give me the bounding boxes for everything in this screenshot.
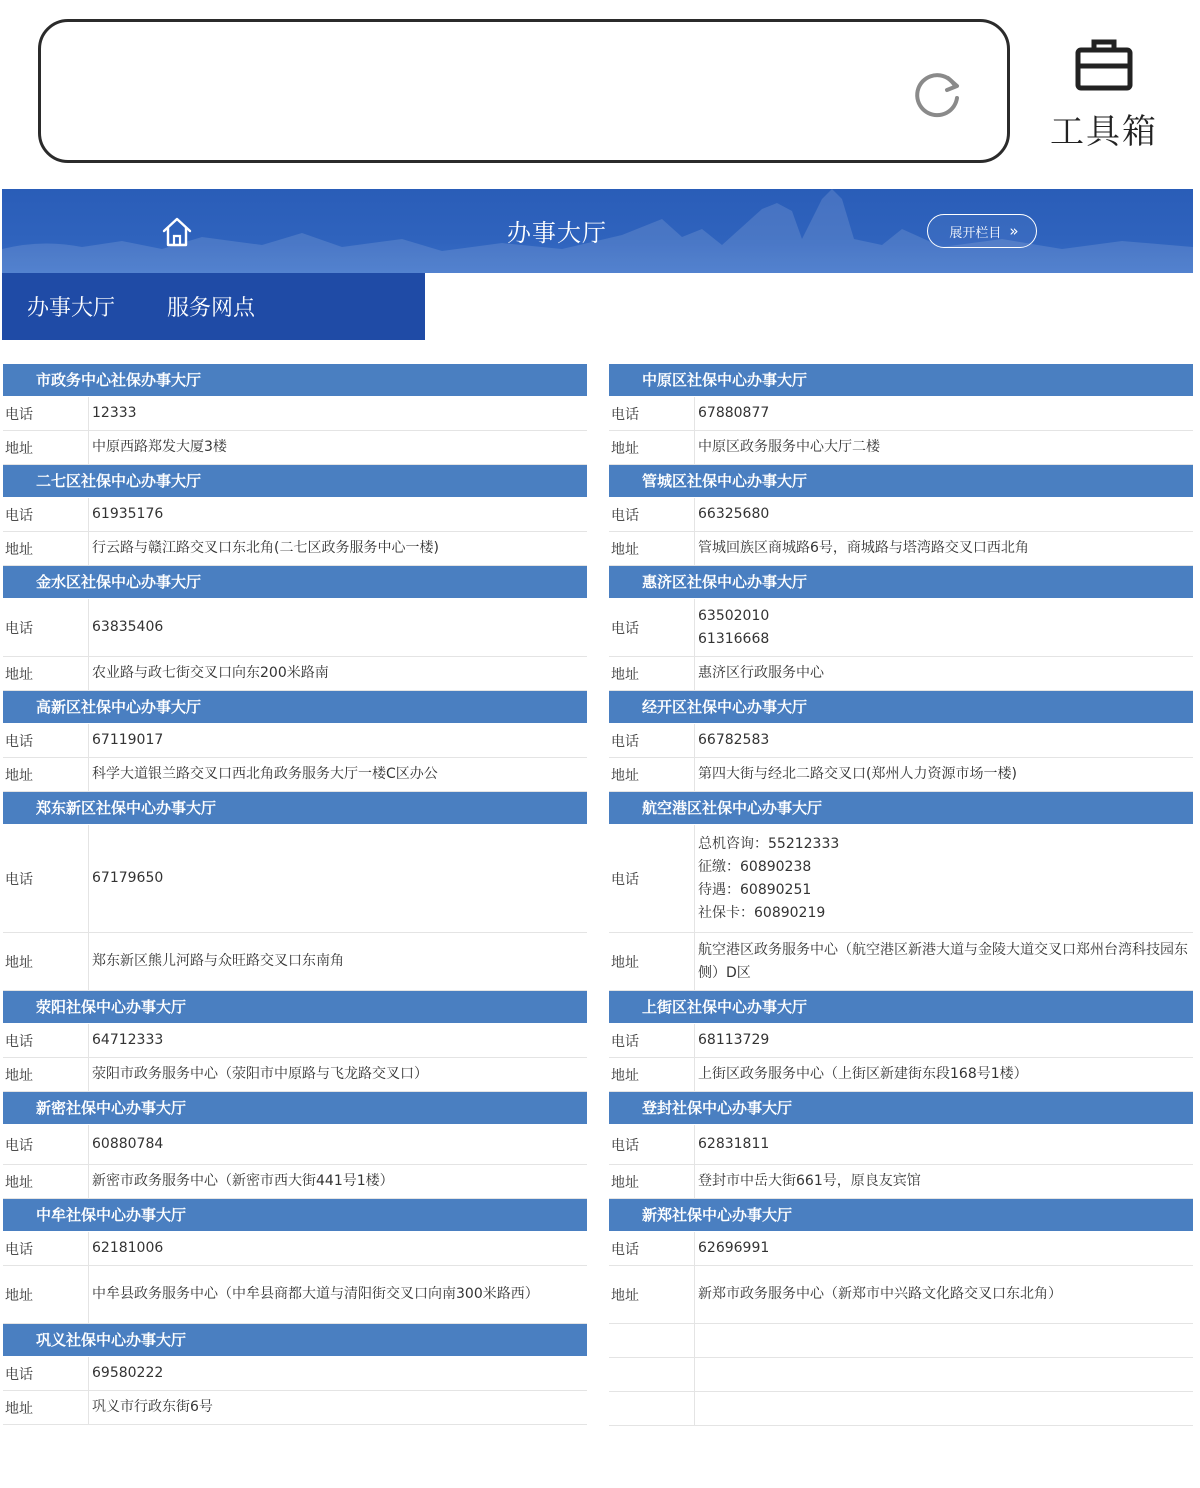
phone-label: 电话 (609, 599, 695, 656)
phone-label: 电话 (3, 397, 89, 430)
phone-value: 61935176 (92, 506, 164, 522)
hall-name: 惠济区社保中心办事大厅 (609, 566, 1193, 599)
address-row (3, 758, 587, 792)
address-value: 上街区政务服务中心（上街区新建街东段168号1楼） (698, 1066, 1028, 1082)
address-row (3, 1058, 587, 1092)
address-label: 地址 (609, 1058, 695, 1091)
phone-value: 66325680 (698, 506, 770, 522)
address-label: 地址 (609, 1266, 695, 1323)
phone-row (609, 1125, 1193, 1165)
phone-value: 67179650 (92, 870, 164, 886)
phone-value: 62696991 (698, 1240, 770, 1256)
expand-columns-label: 展开栏目 (949, 225, 1002, 241)
address-label: 地址 (609, 1165, 695, 1198)
phone-row (609, 825, 1193, 933)
address-value: 新密市政务服务中心（新密市西大街441号1楼） (92, 1173, 394, 1189)
top-bar (0, 0, 1200, 188)
address-bar[interactable] (38, 19, 1010, 163)
hall-name: 二七区社保中心办事大厅 (3, 465, 587, 498)
phone-value: 60880784 (92, 1136, 164, 1152)
phone-label: 电话 (3, 1125, 89, 1164)
address-row (609, 1165, 1193, 1199)
phone-label: 电话 (3, 1232, 89, 1265)
address-label: 地址 (609, 431, 695, 464)
address-label: 地址 (3, 657, 89, 690)
phone-row (3, 498, 587, 532)
address-value: 郑东新区熊儿河路与众旺路交叉口东南角 (92, 953, 344, 969)
empty-row (609, 1358, 1193, 1392)
address-value: 荥阳市政务服务中心（荥阳市中原路与飞龙路交叉口） (92, 1066, 428, 1082)
phone-label: 电话 (609, 498, 695, 531)
address-value: 行云路与赣江路交叉口东北角(二七区政务服务中心一楼) (92, 540, 439, 556)
address-value: 中原西路郑发大厦3楼 (92, 439, 227, 455)
phone-value: 12333 (92, 405, 137, 421)
hall-name: 巩义社保中心办事大厅 (3, 1324, 587, 1357)
phone-row (609, 599, 1193, 657)
address-value: 科学大道银兰路交叉口西北角政务服务大厅一楼C区办公 (92, 766, 438, 782)
hall-table-left (3, 364, 587, 1425)
address-label: 地址 (3, 431, 89, 464)
address-label: 地址 (609, 657, 695, 690)
address-label: 地址 (609, 758, 695, 791)
phone-label: 电话 (609, 1125, 695, 1164)
phone-value: 67119017 (92, 732, 164, 748)
toolbox-label: 工具箱 (1050, 112, 1158, 152)
address-label: 地址 (3, 758, 89, 791)
hall-name: 高新区社保中心办事大厅 (3, 691, 587, 724)
expand-columns-button[interactable] (927, 214, 1037, 248)
phone-row (3, 1125, 587, 1165)
address-label: 地址 (3, 1165, 89, 1198)
hall-table-right (609, 364, 1193, 1426)
phone-value: 68113729 (698, 1032, 770, 1048)
phone-label: 电话 (3, 498, 89, 531)
address-value: 新郑市政务服务中心（新郑市中兴路文化路交叉口东北角） (698, 1286, 1062, 1302)
hall-name: 上街区社保中心办事大厅 (609, 991, 1193, 1024)
address-value: 惠济区行政服务中心 (698, 665, 824, 681)
phone-row (3, 1232, 587, 1266)
phone-row (3, 825, 587, 933)
phone-value: 总机咨询：55212333 (698, 835, 840, 852)
tab-bar (2, 273, 425, 340)
address-value: 第四大街与经北二路交叉口(郑州人力资源市场一楼) (698, 766, 1017, 782)
address-label: 地址 (609, 933, 695, 990)
hall-name: 管城区社保中心办事大厅 (609, 465, 1193, 498)
phone-label: 电话 (3, 724, 89, 757)
phone-row (3, 397, 587, 431)
address-row (609, 431, 1193, 465)
phone-value: 69580222 (92, 1365, 164, 1381)
tab-service-points[interactable]: 服务网点 (167, 296, 256, 321)
phone-value: 征缴：60890238 (698, 858, 812, 875)
address-row (609, 1266, 1193, 1324)
phone-label: 电话 (3, 825, 89, 932)
address-row (3, 532, 587, 566)
phone-label: 电话 (3, 1357, 89, 1390)
phone-value: 待遇：60890251 (698, 881, 812, 898)
phone-row (609, 1024, 1193, 1058)
hall-name: 金水区社保中心办事大厅 (3, 566, 587, 599)
address-row (3, 1266, 587, 1324)
address-row (609, 657, 1193, 691)
page-title: 办事大厅 (507, 219, 607, 247)
hall-name: 新郑社保中心办事大厅 (609, 1199, 1193, 1232)
phone-value: 63502010 (698, 607, 770, 624)
phone-row (3, 724, 587, 758)
phone-row (3, 1024, 587, 1058)
toolbox-icon (1074, 36, 1134, 94)
phone-row (609, 1232, 1193, 1266)
address-label: 地址 (3, 1266, 89, 1323)
address-value: 中牟县政务服务中心（中牟县商都大道与清阳街交叉口向南300米路西） (92, 1286, 539, 1302)
hall-name: 航空港区社保中心办事大厅 (609, 792, 1193, 825)
reload-icon[interactable] (911, 68, 963, 120)
address-row (3, 1165, 587, 1199)
hall-header (2, 189, 1193, 273)
hall-name: 中牟社保中心办事大厅 (3, 1199, 587, 1232)
toolbox-button[interactable] (1048, 36, 1160, 156)
hall-name: 市政务中心社保办事大厅 (3, 364, 587, 397)
address-row (609, 933, 1193, 991)
address-value: 登封市中岳大街661号，原良友宾馆 (698, 1173, 921, 1189)
phone-label: 电话 (609, 1232, 695, 1265)
hall-name: 登封社保中心办事大厅 (609, 1092, 1193, 1125)
address-value: 农业路与政七街交叉口向东200米路南 (92, 665, 329, 681)
empty-row (609, 1324, 1193, 1358)
address-value: 中原区政务服务中心大厅二楼 (698, 439, 880, 455)
hall-name: 中原区社保中心办事大厅 (609, 364, 1193, 397)
hall-name: 郑东新区社保中心办事大厅 (3, 792, 587, 825)
phone-value: 62831811 (698, 1136, 770, 1152)
phone-label: 电话 (609, 397, 695, 430)
phone-row (609, 397, 1193, 431)
hall-name: 经开区社保中心办事大厅 (609, 691, 1193, 724)
address-value: 巩义市行政东街6号 (92, 1399, 213, 1415)
phone-row (3, 1357, 587, 1391)
phone-value: 61316668 (698, 630, 770, 647)
address-row (3, 657, 587, 691)
empty-row (609, 1392, 1193, 1426)
phone-row (609, 724, 1193, 758)
phone-label: 电话 (609, 724, 695, 757)
phone-row (609, 498, 1193, 532)
address-row (3, 933, 587, 991)
hall-name: 荥阳社保中心办事大厅 (3, 991, 587, 1024)
address-label: 地址 (3, 1058, 89, 1091)
address-label: 地址 (3, 532, 89, 565)
address-label: 地址 (3, 1391, 89, 1424)
phone-label: 电话 (609, 1024, 695, 1057)
address-row (3, 1391, 587, 1425)
phone-label: 电话 (3, 599, 89, 656)
phone-value: 社保卡：60890219 (698, 904, 826, 921)
phone-label: 电话 (609, 825, 695, 932)
phone-value: 63835406 (92, 619, 164, 635)
double-chevron-right-icon: » (1009, 222, 1015, 240)
address-row (609, 758, 1193, 792)
address-value: 航空港区政务服务中心（航空港区新港大道与金陵大道交叉口郑州台湾科技园东侧）D区 (698, 941, 1188, 981)
phone-value: 64712333 (92, 1032, 164, 1048)
tab-service-hall[interactable]: 办事大厅 (27, 296, 116, 321)
hall-name: 新密社保中心办事大厅 (3, 1092, 587, 1125)
address-value: 管城回族区商城路6号，商城路与塔湾路交叉口西北角 (698, 540, 1029, 556)
address-label: 地址 (3, 933, 89, 990)
address-row (609, 532, 1193, 566)
address-row (3, 431, 587, 465)
phone-row (3, 599, 587, 657)
phone-value: 62181006 (92, 1240, 164, 1256)
address-label: 地址 (609, 532, 695, 565)
phone-label: 电话 (3, 1024, 89, 1057)
phone-value: 67880877 (698, 405, 770, 421)
address-row (609, 1058, 1193, 1092)
phone-value: 66782583 (698, 732, 770, 748)
